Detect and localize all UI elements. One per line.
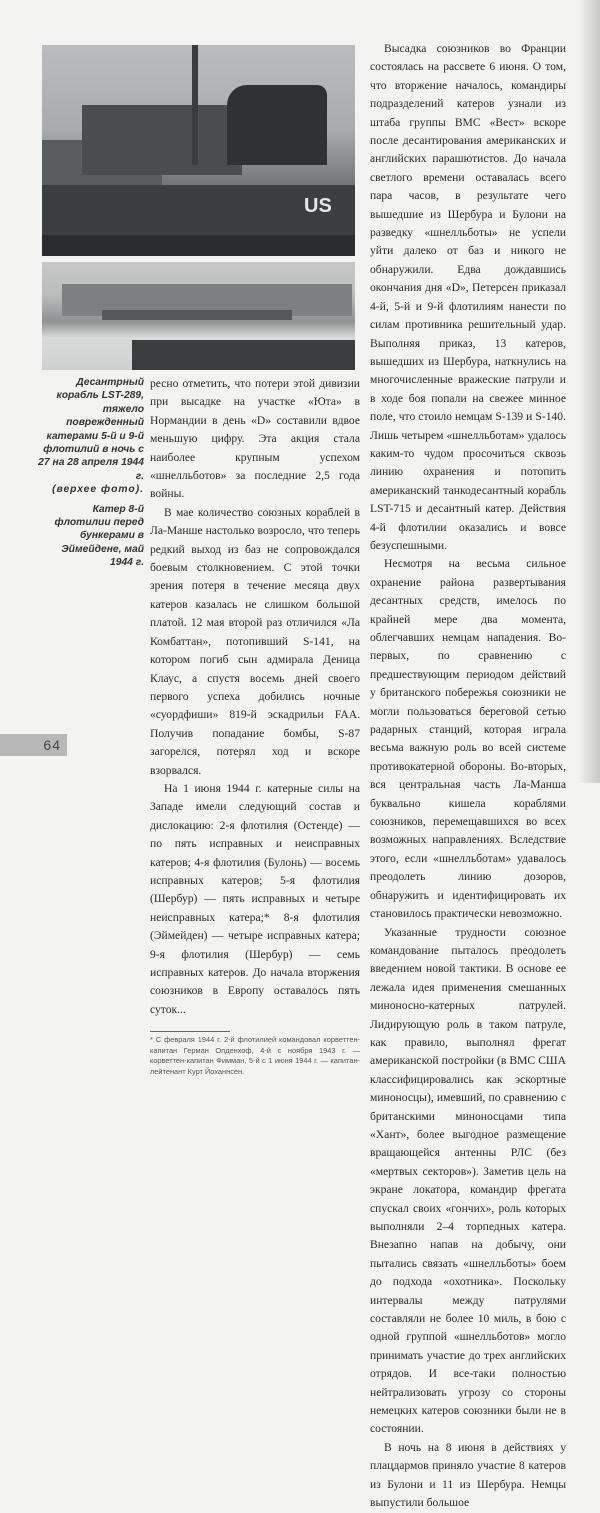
caption-top-photo: Десантрный корабль LST-289, тяжело поврежденный катерами 5-й и 9-й флотилий в ночь с 27 на 28 апреля 1944 г. — [38, 377, 144, 482]
right-text-column — [370, 40, 566, 1513]
damaged-wreckage — [227, 85, 327, 165]
middle-text-column — [150, 375, 360, 1078]
torpedo-boat — [102, 310, 292, 320]
paragraph: Указанные трудности союзное командование пыталось преодолеть введением новой тактики. В основе ее лежала идея применения смешанных миноносно-катерных патрулей. Лидирующую роль в таком патруле, как правило, выполнял фрегат американской постройки (в ВМС США классифицировались как эскортные миноносцы), имевший, по сравнению с британскими миноносцами типа «Хант», более выгодное размещение вращающейся антенны РЛС (без «мертвых секторов»). Заметив цель на экране локатора, командир фрегата спускал своих «гончих», роль которых выполняли 2–4 торпедных катера. Внезапно напав на добычу, они пытались связать «шнелльботы» боем до подхода «охотника». Поскольку интервалы между патрулями составляли не более 10 миль, в бою с одной группой «шнелльботов» могло принимать участие до трех английских отрядов. И все-таки полностью нейтрализовать угрозу со стороны немецких катеров союзники были не в состоянии. — [370, 925, 566, 1436]
paragraph: Высадка союзников во Франции состоялась на рассвете 6 июня. О том, что вторжение началось, командиры подразделений катеров узнали из штаба группы ВМС «Вест» вскоре после десантирования американских и английских парашютистов. До начала светлого времени оставалась всего пара часов, в результате чего вышедшие из Шербура и Булони на разведку «шнелльботы» не успели уйти далеко от баз и никого не обнаружили. Едва дождавшись окончания дня «D», Петерсен приказал 4-й, 5-й и 9-й флотилиям нанести по силам противника решительный удар. Выполняя приказ, 13 катеров, вышедших из Шербура, наткнулись на многочисленные вражеские патрули и в ходе боя попали на свежее минное поле, что стоило немцам S-139 и S-140. Лишь четырем «шнелльботам» удалось каким-то чудом просочиться сквозь линию охранения и потопить американский танкодесантный корабль LST-715 и десантный катер. Действия 4-й флотилии оказались и вовсе безуспешными. — [370, 42, 566, 552]
ship-superstructure — [82, 105, 242, 175]
photo-lst-289 — [42, 45, 355, 256]
footnote-divider — [150, 1031, 230, 1032]
pier — [42, 235, 355, 256]
paragraph: Несмотря на весьма сильное охранение района развертывания десантных средств, имелось по крайней мере два момента, облегчавших немцам нападения. Во-первых, по сравнению с предшествующим периодом действий у британского побережья союзники не могли пользоваться береговой сетью радарных станций, которая играла весьма важную роль во всей системе противокатерной обороны. Во-вторых, вся центральная часть Ла-Манша буквально кишела кораблями союзников, перемещавшихся во всех возможных направлениях. Вследствие этого, если «шнелльботам» удавалось преодолеть линию дозоров, обнаружить и идентифицировать их становилось практически невозможно. — [370, 557, 566, 921]
photo-boat-bunkers — [42, 262, 355, 370]
caption-top-photo-note: (верхее фото). — [52, 484, 144, 496]
caption-bottom-photo: Катер 8-й флотилии перед бункерами в Эймейдене, май 1944 г. — [54, 503, 144, 569]
page-number-bar — [0, 734, 67, 756]
paragraph: ресно отметить, что потери этой дивизии при высадке на участке «Юта» в Нормандии в день «D» составили вдвое меньшую цифру. Эта акция стала наиболее крупным успехом «шнелльботов» за последние 2,5 года войны. — [150, 377, 360, 501]
page-edge-shadow — [578, 0, 600, 783]
paragraph: В мае количество союзных кораблей в Ла-Манше настолько возросло, что теперь редкий выход из баз не сопровождался боевым столкновением. С этой точки зрения потеря в течение месяца двух катеров казалась не слишком большой платой. 12 мая второй раз отличился «Ла Комбаттан», потопивший S-141, на котором погиб сын адмирала Деница Клаус, а спустя восемь дней своего первого успеха добились ночные «суордфиши» 819-й эскадрильи FAA. Получив попадание бомбы, S-87 загорелся, потерял ход и вскоре взорвался. — [150, 505, 360, 777]
paragraph: На 1 июня 1944 г. катерные силы на Западе имели следующий состав и дислокацию: 2-я флотилия (Остенде) — по пять исправных и неисправных катеров; 4-я флотилия (Булонь) — восемь исправных катеров; 5-я флотилия (Шербур) — пять исправных и четыре неисправных катера;* 8-я флотилия (Эймейден) — четыре исправных катера; 9-я флотилия (Шербур) — семь исправных катеров. До начала вторжения союзников в Европу оставалось пять суток... — [150, 781, 360, 1016]
photo-captions — [38, 376, 144, 576]
foreground-structure — [132, 340, 355, 370]
hull-marking: US — [304, 195, 332, 217]
paragraph: В ночь на 8 июня в действиях у плацдармов приняло участие 8 катеров из Булони и 11 из Шербура. Немцы выпустили большое — [370, 1440, 566, 1510]
ship-mast — [192, 45, 198, 165]
footnote: * С февраля 1944 г. 2-й флотилией командовал корветтен-капитан Герман Опденхоф, 4-й с ноября 1943 г. — корветтен-капитан Фимман, 5-й с 1 июня 1944 г. — капитан-лейтенант Курт Йоханнсен. — [150, 1035, 360, 1076]
page-number: 64 — [43, 737, 61, 753]
